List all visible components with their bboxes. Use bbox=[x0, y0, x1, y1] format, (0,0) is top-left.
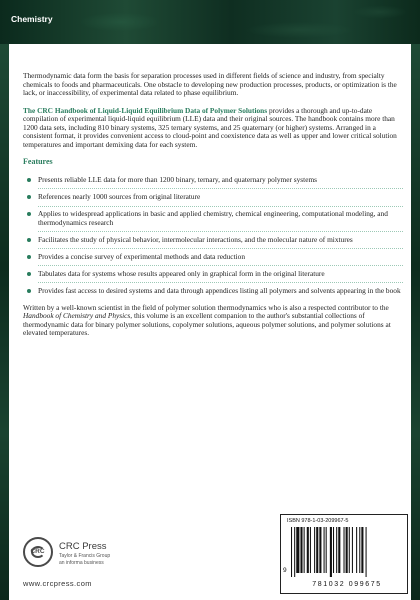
publisher-name: CRC Press bbox=[59, 541, 107, 552]
blurb bbox=[23, 72, 403, 347]
feature-item bbox=[23, 210, 403, 227]
book-title: The CRC Handbook of Liquid-Liquid Equilibrium Data of Polymer Solutions bbox=[23, 105, 268, 115]
barcode-bar bbox=[300, 527, 302, 573]
barcode-bar bbox=[338, 527, 340, 573]
barcode-first-digit: 9 bbox=[283, 567, 287, 574]
author-text-after: , this volume is an excellent companion to the author's substantial collections of thermodynamic data for binary polymer solutions, copolymer solutions, aqueous polymer solutions, and polymer solutions at elevated temperatures. bbox=[23, 311, 391, 338]
barcode-bar bbox=[336, 527, 337, 573]
feature-text: Facilitates the study of physical behavior, intermolecular interactions, and the molecular nature of mixtures bbox=[38, 234, 353, 244]
publisher-group: Taylor & Francis Group bbox=[59, 553, 111, 559]
barcode-bar bbox=[352, 527, 353, 573]
feature-text: Provides a concise survey of experimental methods and data reduction bbox=[38, 251, 245, 261]
right-frame bbox=[411, 44, 420, 600]
feature-item bbox=[23, 287, 403, 296]
feature-item bbox=[23, 236, 403, 245]
intro-paragraph: Thermodynamic data form the basis for separation processes used in different fields of science and industry, from specialty chemicals to foods and pharmaceuticals. One obstacle to developing new production processes, products, or optimization is the lack, or inaccessibility, of experimental data related to phase equilibrium. bbox=[23, 71, 397, 98]
feature-text: Presents reliable LLE data for more than 1200 binary, ternary, and quaternary polymer systems bbox=[38, 174, 318, 184]
barcode-bar bbox=[359, 527, 360, 573]
feature-text: Tabulates data for systems whose results appeared only in graphical form in the original literature bbox=[38, 268, 325, 278]
description-text: provides a thorough and up-to-date compilation of experimental liquid-liquid equilibrium (LLE) data and their original sources. The handbook contains more than 1200 data sets, including 810 binary systems, 325 ternary systems, and 25 quaternary (or higher) systems. Arranged in a consistent format, it provides convenient access to cloud-point and coexistence data as well as upper and lower critical solution temperatures and important demixing data for each system. bbox=[23, 105, 397, 149]
features-list bbox=[23, 176, 403, 295]
barcode-bar bbox=[307, 527, 309, 573]
barcode-bar bbox=[296, 527, 299, 573]
barcode-bar bbox=[324, 527, 325, 573]
bullet-icon bbox=[27, 255, 31, 259]
feature-item bbox=[23, 193, 403, 202]
category-label: Chemistry bbox=[11, 14, 53, 24]
text-panel bbox=[9, 44, 411, 600]
author-text-before: Written by a well-known scientist in the field of polymer solution thermodynamics who is also a respected contributor to the bbox=[23, 302, 389, 312]
barcode-bar bbox=[291, 527, 292, 577]
feature-text: Applies to widespread applications in basic and applied chemistry, chemical engineering, computational modeling, and thermodynamics research bbox=[38, 209, 388, 227]
barcode-bar bbox=[361, 527, 363, 573]
barcode-bar bbox=[310, 527, 311, 573]
description-paragraph bbox=[23, 107, 403, 150]
barcode-bar bbox=[314, 527, 315, 573]
feature-item bbox=[23, 176, 403, 185]
bullet-icon bbox=[27, 195, 31, 199]
author-paragraph bbox=[23, 304, 403, 338]
crc-logo-icon bbox=[23, 537, 53, 567]
barcode-bar bbox=[344, 527, 345, 573]
bullet-icon bbox=[27, 238, 31, 242]
barcode-bar bbox=[330, 527, 332, 577]
feature-item bbox=[23, 270, 403, 279]
bullet-icon bbox=[27, 212, 31, 216]
barcode-bar bbox=[304, 527, 305, 573]
barcode-bar bbox=[349, 527, 350, 573]
barcode-bar bbox=[346, 527, 348, 573]
left-frame bbox=[0, 44, 9, 600]
barcode-bar bbox=[333, 527, 334, 573]
feature-item bbox=[23, 253, 403, 262]
barcode-bar bbox=[319, 527, 321, 573]
features-heading: Features bbox=[23, 157, 53, 167]
barcode-number: 781032 099675 bbox=[312, 581, 382, 588]
author-italic-title: Handbook of Chemistry and Physics bbox=[23, 311, 131, 321]
barcode-bar bbox=[326, 527, 327, 573]
barcode-box bbox=[280, 514, 408, 594]
barcode-bar bbox=[294, 527, 295, 577]
barcode-icon bbox=[291, 527, 403, 577]
publisher-tagline: an informa business bbox=[59, 560, 104, 566]
bullet-icon bbox=[27, 178, 31, 182]
feature-text: References nearly 1000 sources from original literature bbox=[38, 191, 201, 201]
publisher-website: www.crcpress.com bbox=[23, 579, 92, 588]
publisher-block bbox=[23, 537, 203, 597]
feature-text: Provides fast access to desired systems and data through appendices listing all polymers and solvents appearing in the book bbox=[38, 285, 401, 295]
barcode-bar bbox=[356, 527, 357, 573]
barcode-bar bbox=[316, 527, 318, 573]
bullet-icon bbox=[27, 272, 31, 276]
bullet-icon bbox=[27, 289, 31, 293]
isbn-label: ISBN 978-1-03-209967-5 bbox=[287, 518, 349, 524]
band-texture bbox=[0, 0, 420, 44]
crc-logo-text: CRC bbox=[30, 548, 45, 555]
barcode-bar bbox=[366, 527, 367, 577]
